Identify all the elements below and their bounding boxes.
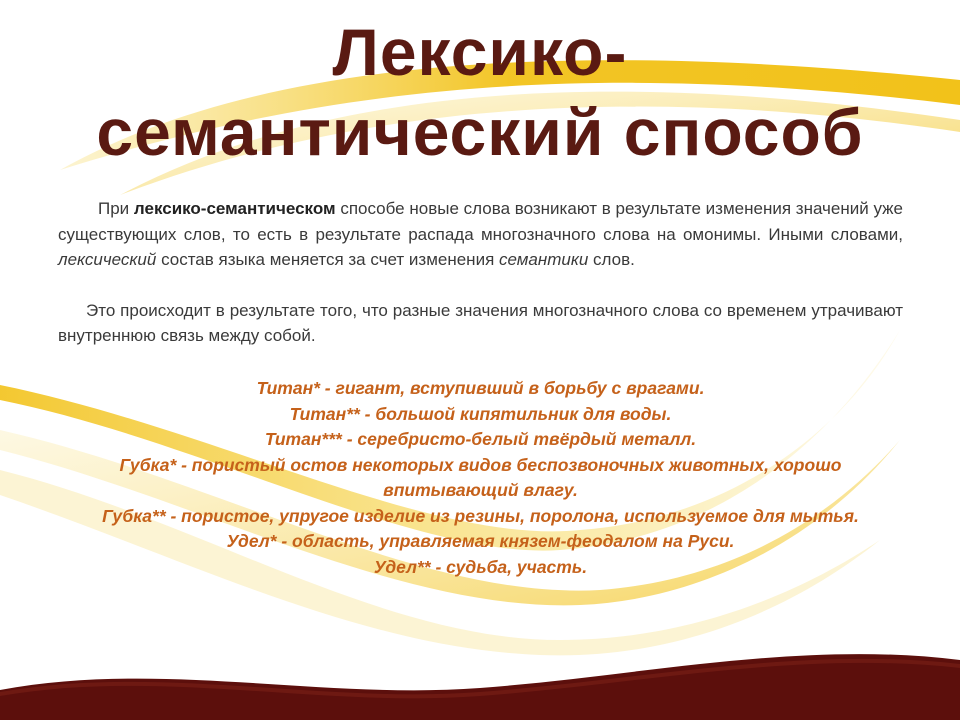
- paragraph-1-text-1: При: [98, 199, 134, 218]
- definition-udel-2: Удел** - судьба, участь.: [373, 556, 588, 577]
- paragraph-2: Это происходит в результате того, что разные значения многозначного слова со временем утрачивают внутреннюю связь между собой.: [58, 300, 903, 345]
- paragraph-1: [58, 196, 903, 273]
- title-line-1: Лексико-: [332, 15, 628, 89]
- definitions-list: [58, 376, 903, 580]
- slide-title: [0, 12, 960, 172]
- paragraph-1-text-4: слов.: [588, 250, 635, 269]
- definition-titan-1: Титан* - гигант, вступивший в борьбу с врагами.: [256, 378, 705, 398]
- definition-gubka-1: Губка* - пористый остов некоторых видов беспозвоночных животных, хорошо впитывающий влагу.: [119, 454, 842, 500]
- definition-udel-1: Удел* - область, управляемая князем-феодалом на Руси.: [226, 531, 735, 551]
- paragraph-1-text-2: способе новые слова возникают в результате изменения значений уже существующих слов, то есть в результате распада многозначного слова на омонимы. Иными словами,: [58, 199, 903, 244]
- paragraph-1-italic-semantics: семантики: [499, 250, 589, 269]
- body-text: [58, 196, 903, 349]
- definition-titan-3: Титан*** - серебристо-белый твёрдый металл.: [264, 429, 697, 449]
- paragraph-1-italic-lexical: лексический: [58, 250, 157, 269]
- definition-gubka-2: Губка** - пористое, упругое изделие из резины, поролона, используемое для мытья.: [102, 505, 859, 526]
- paragraph-1-term: лексико-семантическом: [133, 199, 336, 218]
- paragraph-1-text-3: состав языка меняется за счет изменения: [156, 250, 499, 269]
- title-line-2: семантический способ: [96, 95, 864, 169]
- definition-titan-2: Титан** - большой кипятильник для воды.: [289, 403, 672, 424]
